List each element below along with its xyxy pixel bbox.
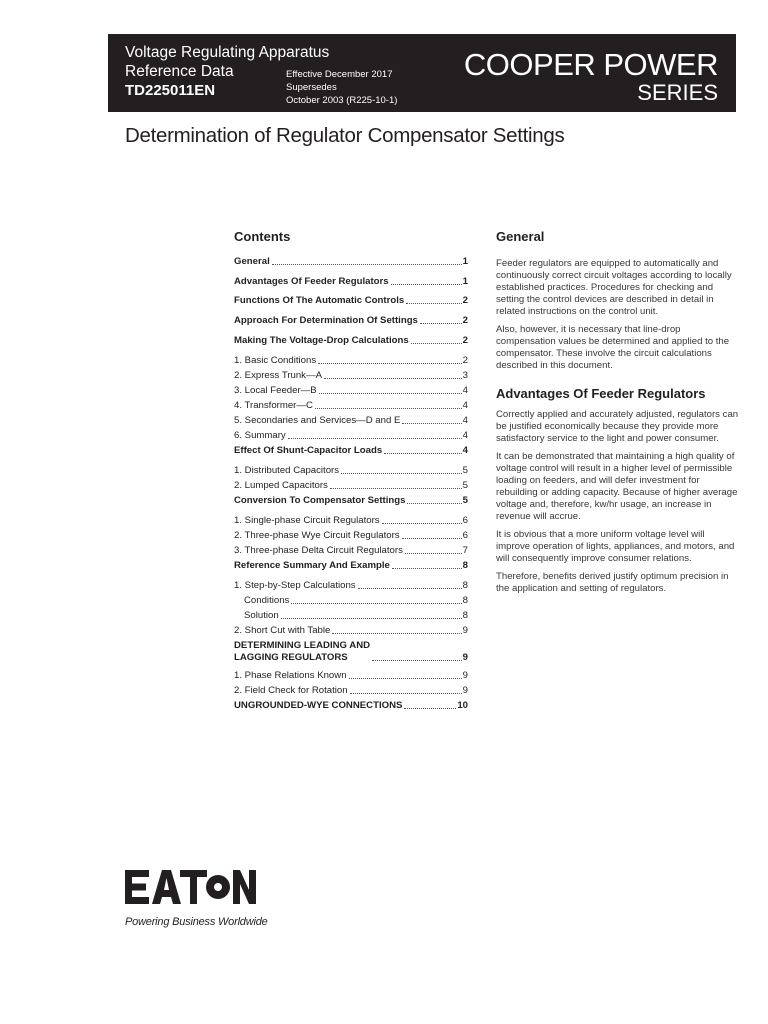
toc-leader-dots [372,660,462,661]
toc-entry[interactable] [234,445,468,457]
toc-leader-dots [404,708,456,709]
toc-entry-page: 6 [462,530,468,541]
toc-entry-label: Advantages Of Feeder Regulators [234,276,389,287]
toc-leader-dots [407,503,461,504]
toc-entry[interactable] [234,560,468,572]
toc-entry-label: Functions Of The Automatic Controls [234,295,405,306]
toc-entry-page: 3 [462,370,468,381]
toc-entry-label: 2. Express Trunk—A [234,370,322,381]
toc-entry[interactable] [234,530,468,542]
toc-entry-label: 1. Phase Relations Known [234,670,347,681]
toc-entry-page: 4 [462,400,468,411]
brand-line1: COOPER POWER [463,47,718,82]
header-doc-number: TD225011EN [125,82,216,99]
header-supersedes-date: October 2003 (R225-10-1) [286,95,398,106]
toc-entry-page: 4 [462,385,468,396]
eaton-logo [125,868,268,928]
toc-entry-label: 6. Summary [234,430,286,441]
toc-entry[interactable] [234,700,468,712]
general-paragraph: Feeder regulators are equipped to automatically and continuously correct circuit voltages according to locally established practices. Procedures for checking and setting the control devices are described in detail in related instructions on the control unit. [496,258,732,317]
general-heading: General [496,229,545,244]
toc-entry[interactable] [234,685,468,697]
toc-entry[interactable] [234,370,468,382]
toc-entry-label: 1. Single-phase Circuit Regulators [234,515,380,526]
toc-entry-label: 5. Secondaries and Services—D and E [234,415,401,426]
general-section [496,258,740,372]
header-title-line2: Reference Data [125,63,234,80]
toc-entry-page: 9 [462,670,468,681]
toc-entry[interactable] [234,430,468,442]
toc-leader-dots [318,363,462,364]
toc-entry-label: Conversion To Compensator Settings [234,495,406,506]
contents-heading: Contents [234,229,291,244]
toc-entry[interactable] [234,610,468,622]
toc-entry-label: 4. Transformer—C [234,400,313,411]
toc-entry[interactable] [234,545,468,557]
cooper-power-brand [464,48,718,104]
toc-entry[interactable] [234,495,468,507]
toc-leader-dots [324,378,462,379]
toc-leader-dots [405,553,462,554]
toc-leader-dots [402,423,461,424]
toc-entry[interactable] [234,465,468,477]
advantages-paragraph: It is obvious that a more uniform voltage level will improve operation of lights, appliances, and motors, and will consequently improve consumer relations. [496,529,735,564]
toc-leader-dots [281,618,462,619]
toc-entry-label: 2. Three-phase Wye Circuit Regulators [234,530,400,541]
toc-entry[interactable] [234,400,468,412]
toc-entry-label: 2. Lumped Capacitors [234,480,328,491]
toc-entry-page: 6 [462,515,468,526]
toc-entry[interactable] [234,315,468,327]
toc-entry-label: DETERMINING LEADING AND LAGGING REGULATORS [234,640,371,663]
advantages-paragraph: It can be demonstrated that maintaining a high quality of voltage control will result in a higher level of permissible loading on feeders, and will defer investment for rebuilding or adding capacity. Because of higher average voltage and, therefore, kw/hr usage, an increase in revenue will accrue. [496,451,738,522]
toc-entry-page: 5 [462,465,468,476]
toc-entry-page: 5 [462,495,468,506]
toc-entry-page: 4 [462,430,468,441]
toc-entry-label: UNGROUNDED-WYE CONNECTIONS [234,700,403,711]
toc-entry-page: 2 [462,335,468,346]
toc-entry[interactable] [234,625,468,637]
toc-entry[interactable] [234,640,468,664]
advantages-paragraph: Correctly applied and accurately adjusted, regulators can be justified economically because they provide more satisfactory service to the light and power consumer. [496,409,739,444]
toc-leader-dots [272,264,462,265]
toc-entry-label: Reference Summary And Example [234,560,390,571]
toc-leader-dots [384,453,461,454]
toc-leader-dots [319,393,462,394]
toc-entry-page: 9 [462,625,468,636]
toc-entry-page: 1 [462,256,468,267]
toc-leader-dots [350,693,462,694]
toc-entry[interactable] [234,335,468,347]
advantages-heading: Advantages Of Feeder Regulators [496,386,706,401]
toc-entry-label: Effect Of Shunt-Capacitor Loads [234,445,383,456]
toc-leader-dots [406,303,461,304]
document-title: Determination of Regulator Compensator Settings [125,124,565,147]
toc-entry-label: 3. Three-phase Delta Circuit Regulators [234,545,403,556]
toc-entry-label: 1. Distributed Capacitors [234,465,340,476]
advantages-paragraph: Therefore, benefits derived justify optimum precision in the application and setting of regulators. [496,571,729,594]
toc-entry-label: Conditions [244,595,290,606]
toc-entry[interactable] [234,670,468,682]
toc-entry-page: 2 [462,355,468,366]
toc-entry[interactable] [234,355,468,367]
general-paragraph: Also, however, it is necessary that line-drop compensation values be determined and applied to the compensator. These involve the circuit calculations described in this document. [496,324,730,371]
toc-entry[interactable] [234,276,468,288]
contents-column [234,228,468,712]
body-column [496,228,740,601]
toc-entry-page: 9 [462,685,468,696]
toc-entry-label: 2. Short Cut with Table [234,625,331,636]
toc-leader-dots [291,603,461,604]
header-effective-date: Effective December 2017 [286,69,393,80]
toc-entry-page: 5 [462,480,468,491]
toc-entry[interactable] [234,385,468,397]
toc-entry-page: 7 [462,545,468,556]
toc-entry[interactable] [234,595,468,607]
toc-entry-label: 1. Basic Conditions [234,355,317,366]
toc-entry-page: 2 [462,315,468,326]
toc-entry-label: 3. Local Feeder—B [234,385,317,396]
eaton-logo-mark [125,868,257,908]
toc-leader-dots [332,633,461,634]
toc-entry-label: Solution [244,610,279,621]
toc-entry-page: 8 [462,580,468,591]
toc-entry[interactable] [234,415,468,427]
toc-leader-dots [392,568,462,569]
toc-entry-page: 4 [462,445,468,456]
toc-leader-dots [349,678,462,679]
eaton-tagline: Powering Business Worldwide [125,916,268,928]
toc-entry[interactable] [234,295,468,307]
toc-entry[interactable] [234,580,468,592]
toc-entry[interactable] [234,515,468,527]
table-of-contents [234,256,468,712]
toc-entry-page: 2 [462,295,468,306]
toc-leader-dots [315,408,462,409]
toc-entry-label: 2. Field Check for Rotation [234,685,348,696]
toc-leader-dots [420,323,462,324]
toc-leader-dots [391,284,462,285]
toc-entry-page: 10 [457,700,468,711]
toc-entry-page: 1 [462,276,468,287]
toc-leader-dots [288,438,462,439]
document-header-bar [108,34,736,112]
toc-entry-label: Making The Voltage-Drop Calculations [234,335,409,346]
header-title-line1: Voltage Regulating Apparatus [125,44,330,61]
toc-entry-page: 8 [462,560,468,571]
toc-entry-page: 9 [462,652,468,663]
toc-entry-page: 8 [462,610,468,621]
toc-entry-label: Approach For Determination Of Settings [234,315,418,326]
toc-entry-page: 8 [462,595,468,606]
toc-entry-label: 1. Step-by-Step Calculations [234,580,356,591]
toc-leader-dots [411,343,462,344]
header-effective-block [286,68,397,107]
toc-entry[interactable] [234,480,468,492]
toc-entry-label: General [234,256,270,267]
toc-leader-dots [330,488,462,489]
toc-entry-page: 4 [462,415,468,426]
toc-entry[interactable] [234,256,468,268]
brand-line2: SERIES [637,80,718,105]
toc-leader-dots [358,588,462,589]
toc-leader-dots [382,523,462,524]
toc-leader-dots [341,473,462,474]
header-supersedes: Supersedes [286,82,337,93]
toc-leader-dots [402,538,462,539]
advantages-section [496,409,740,595]
